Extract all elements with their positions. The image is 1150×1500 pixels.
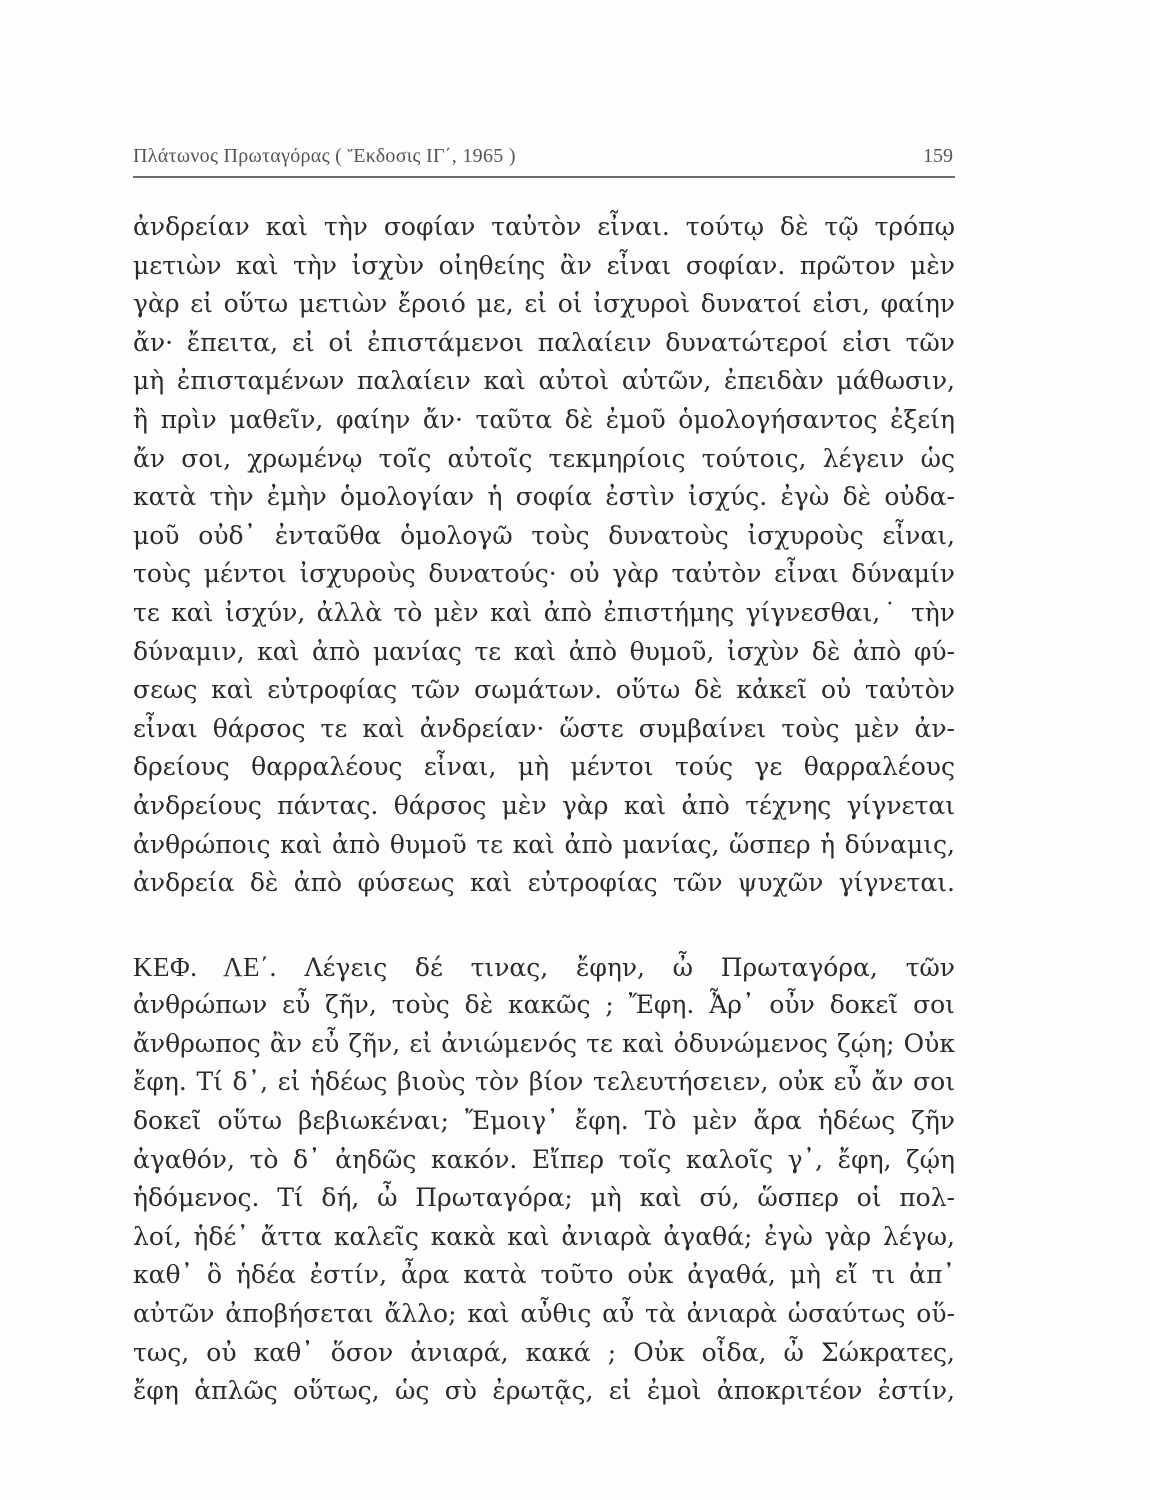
paragraph-2 <box>133 986 955 1411</box>
text-line: μὴ ἐπισταμένων παλαίειν καὶ αὐτοὶ αὑτῶν, ἐπειδὰν μάθωσιν, <box>133 366 955 396</box>
body-text <box>133 208 955 1411</box>
text-line: τοὺς μέντοι ἰσχυροὺς δυνατούς· οὐ γὰρ ταὐτὸν εἶναι δύναμίν <box>133 559 955 589</box>
text-line: ἡδόμενος. Τί δή, ὦ Πρωταγόρα; μὴ καὶ σύ, ὥσπερ οἱ πολ- <box>133 1183 955 1213</box>
text-line: ἀνθρώπων εὖ ζῆν, τοὺς δὲ κακῶς ; Ἔφη. Ἆρ᾽ οὖν δοκεῖ σοι <box>133 990 955 1020</box>
paragraph-gap <box>133 903 955 948</box>
text-line: εἶναι θάρσος τε καὶ ἀνδρείαν· ὥστε συμβαίνει τοὺς μὲν ἀν- <box>133 713 955 743</box>
text-line: μοῦ οὐδ᾽ ἐνταῦθα ὁμολογῶ τοὺς δυνατοὺς ἰσχυροὺς εἶναι, <box>133 520 955 550</box>
text-line: ἀνθρώποις καὶ ἀπὸ θυμοῦ τε καὶ ἀπὸ μανίας, ὥσπερ ἡ δύναμις, <box>133 829 955 859</box>
text-line: αὐτῶν ἀποβήσεται ἄλλο; καὶ αὖθις αὖ τὰ ἀνιαρὰ ὡσαύτως οὕ- <box>133 1299 955 1329</box>
text-line: ἀνδρείαν καὶ τὴν σοφίαν ταὐτὸν εἶναι. τούτῳ δὲ τῷ τρόπῳ <box>133 212 955 241</box>
chapter-first-line-text: Λέγεις δέ τινας, ἔφην, ὦ Πρωταγόρα, τῶν <box>304 952 955 982</box>
text-line: σεως καὶ εὐτροφίας τῶν σωμάτων. οὕτω δὲ κἀκεῖ οὐ ταὐτὸν <box>133 675 955 705</box>
text-line: ἀγαθόν, τὸ δ᾽ ἀηδῶς κακόν. Εἴπερ τοῖς καλοῖς γ᾽, ἔφη, ζῴη <box>133 1144 955 1174</box>
running-header <box>133 140 955 178</box>
text-line: δοκεῖ οὕτω βεβιωκέναι; Ἔμοιγ᾽ ἔφη. Τὸ μὲν ἄρα ἡδέως ζῆν <box>133 1106 955 1136</box>
text-line: δύναμιν, καὶ ἀπὸ μανίας τε καὶ ἀπὸ θυμοῦ, ἰσχὺν δὲ ἀπὸ φύ- <box>133 636 955 666</box>
text-line: λοί, ἡδέ᾽ ἄττα καλεῖς κακὰ καὶ ἀνιαρὰ ἀγαθά; ἐγὼ γὰρ λέγω, <box>133 1221 955 1251</box>
text-line: τως, οὐ καθ᾽ ὅσον ἀνιαρά, κακά ; Οὐκ οἶδα, ὦ Σώκρατες, <box>133 1337 955 1367</box>
text-line: γὰρ εἰ οὕτω μετιὼν ἔροιό με, εἰ οἱ ἰσχυροὶ δυνατοί εἰσι, φαίην <box>133 289 955 319</box>
text-line: μετιὼν καὶ τὴν ἰσχὺν οἰηθείης ἂν εἶναι σοφίαν. πρῶτον μὲν <box>133 250 955 280</box>
text-line: δρείους θαρραλέους εἶναι, μὴ μέντοι τούς γε θαρραλέους <box>133 752 955 782</box>
chapter-first-line <box>133 948 955 987</box>
text-line: ἀνδρεία δὲ ἀπὸ φύσεως καὶ εὐτροφίας τῶν ψυχῶν γίγνεται. <box>133 868 955 898</box>
text-line: ἄν· ἔπειτα, εἰ οἱ ἐπιστάμενοι παλαίειν δυνατώτεροί εἰσι τῶν <box>133 327 955 357</box>
text-line: ἄνθρωπος ἂν εὖ ζῆν, εἰ ἀνιώμενός τε καὶ ὀδυνώμενος ζῴη; Οὐκ <box>133 1028 955 1058</box>
page-number: 159 <box>923 145 953 167</box>
running-title: Πλάτωνος Πρωταγόρας ( Ἔκδοσις ΙΓ΄, 1965 ) <box>133 145 516 167</box>
text-line: ἢ πρὶν μαθεῖν, φαίην ἄν· ταῦτα δὲ ἐμοῦ ὁμολογήσαντος ἐξείη <box>133 404 955 434</box>
chapter-label: ΚΕΦ. ΛΕ΄. <box>133 951 277 982</box>
paragraph-1 <box>133 208 955 903</box>
text-line: ἔφη. Τί δ᾽, εἰ ἡδέως βιοὺς τὸν βίον τελευτήσειεν, οὐκ εὖ ἄν σοι <box>133 1067 955 1097</box>
text-line: ἔφη ἁπλῶς οὕτως, ὡς σὺ ἐρωτᾷς, εἰ ἐμοὶ ἀποκριτέον ἐστίν, <box>133 1376 955 1406</box>
text-line: ἀνδρείους πάντας. θάρσος μὲν γὰρ καὶ ἀπὸ τέχνης γίγνεται <box>133 790 955 820</box>
text-line: κατὰ τὴν ἐμὴν ὁμολογίαν ἡ σοφία ἐστὶν ἰσχύς. ἐγὼ δὲ οὐδα- <box>133 482 955 512</box>
text-line: καθ᾽ ὃ ἡδέα ἐστίν, ἆρα κατὰ τοῦτο οὐκ ἀγαθά, μὴ εἴ τι ἀπ᾽ <box>133 1260 955 1290</box>
text-line: τε καὶ ἰσχύν, ἀλλὰ τὸ μὲν καὶ ἀπὸ ἐπιστήμης γίγνεσθαι,˙ τὴν <box>133 597 955 627</box>
text-line: ἄν σοι, χρωμένῳ τοῖς αὐτοῖς τεκμηρίοις τούτοις, λέγειν ὡς <box>133 443 955 473</box>
